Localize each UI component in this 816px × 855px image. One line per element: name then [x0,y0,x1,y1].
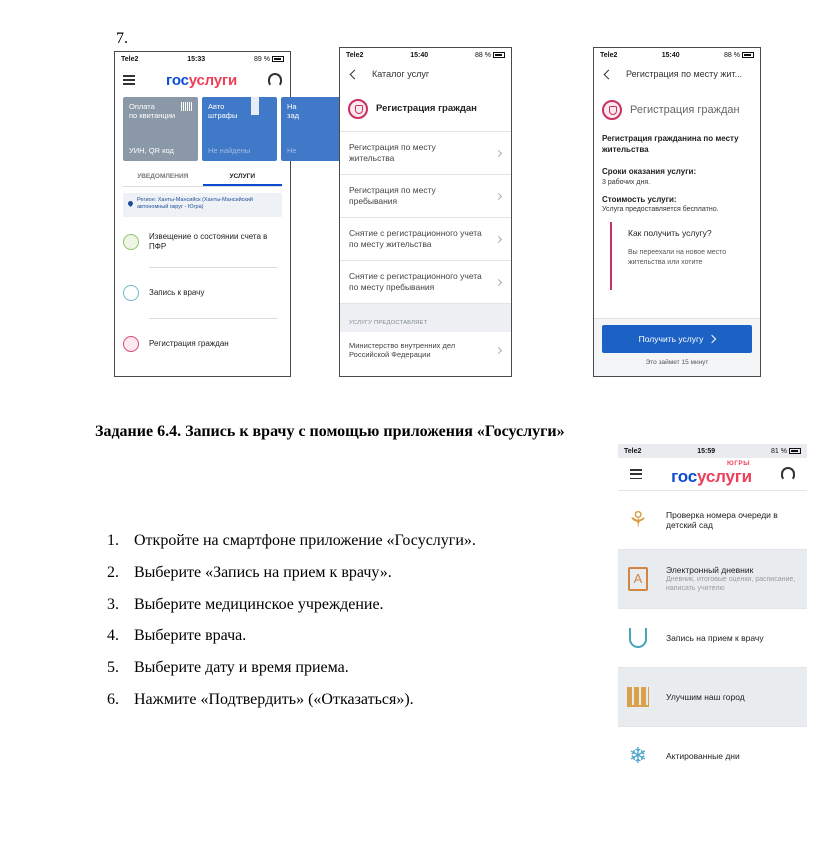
card-subtitle: УИН, QR код [129,146,174,155]
section-header [594,86,760,134]
service-label: Извещение о состоянии счета в ПФР [149,232,268,251]
service-title: Актированные дни [666,750,740,761]
card-title: по квитанции [129,111,176,120]
card-title: зад [287,111,299,120]
service-item-pfr[interactable] [115,217,290,267]
card-subtitle: Не найдены [208,146,251,155]
barcode-icon [181,102,192,111]
pacifier-icon: ⚘ [628,507,648,532]
tab-services[interactable]: УСЛУГИ [203,169,283,186]
service-subtitle: Дневник, итоговые оценки, расписание, написать учителю [666,576,796,593]
catalog-item-label: Снятие с регистрационного учета по месту пребывания [349,271,482,292]
provider-item[interactable] [340,332,511,368]
nav-bar [594,62,760,86]
howto-title: Как получить услугу? [628,228,712,238]
carrier: Tele2 [346,51,364,59]
status-bar [618,444,807,458]
service-item-actdays[interactable] [618,726,807,785]
back-arrow-icon[interactable] [604,69,614,79]
provider-label: Министерство внутренних дел Российской Федерации [349,341,456,359]
battery-level: 89 % [254,55,270,63]
diary-icon: A [618,567,658,591]
battery-icon [493,52,505,58]
step-item: 2. Выберите «Запись на прием к врачу». [107,563,392,581]
service-title: Электронный дневник [666,564,754,575]
battery-icon [789,448,801,454]
support-headset-icon[interactable] [781,467,795,481]
app-header [618,458,807,490]
carrier: Tele2 [121,55,139,63]
gosuslugi-logo: госуслуги [165,71,238,89]
step-item: 1. Откройте на смартфоне приложение «Госуслуги». [107,532,476,549]
back-arrow-icon[interactable] [350,69,360,79]
house-shield-icon [348,99,368,119]
battery-icon [742,52,754,58]
step-number: 7. [116,30,128,47]
battery-level: 81 % [771,447,787,455]
region-label: ЮГРЫ [727,460,751,467]
clock: 15:40 [410,51,429,59]
snowflake-icon: ❄ [628,743,648,768]
catalog-item-label: Регистрация по месту пребывания [349,185,436,206]
service-item-doctor[interactable] [618,608,807,667]
card-title: Авто [208,102,225,111]
step-item: 4. Выберите врача. [107,627,247,645]
provider-section-label: УСЛУГУ ПРЕДОСТАВЛЯЕТ [340,304,511,332]
service-name: Регистрация гражданина по месту жительства [602,134,739,154]
cost-value: Услуга предоставляется бесплатно. [602,206,719,213]
status-bar [594,48,760,62]
status-bar [115,52,290,66]
house-shield-icon [602,100,622,120]
nav-title: Регистрация по месту жит... [626,69,743,79]
region-selector[interactable] [123,193,282,217]
catalog-item[interactable] [340,175,511,218]
document-icon [123,234,139,250]
phone-screenshot-catalog [339,47,512,377]
card-fines[interactable] [202,97,277,161]
terms-label: Сроки оказания услуги: [602,167,697,176]
step-item: 6. Нажмите «Подтвердить» («Отказаться»). [107,690,414,708]
service-item-kindergarten[interactable] [618,490,807,549]
task-title: Задание 6.4. Запись к врачу с помощью приложения «Госуслуги» [95,423,565,440]
get-service-button[interactable] [602,325,752,353]
gosuslugi-logo: госуслуги [671,467,752,486]
chevron-right-icon [495,149,502,156]
card-title: На [287,102,297,111]
app-header [115,66,290,94]
house-shield-icon [123,336,139,352]
phone-screenshot-yugra [618,444,807,781]
battery-icon [272,56,284,62]
chevron-right-icon [495,278,502,285]
menu-icon[interactable] [123,75,135,85]
card-subtitle: Не [287,146,297,155]
carrier: Tele2 [600,51,618,59]
card-payment[interactable] [123,97,198,161]
catalog-item-label: Снятие с регистрационного учета по месту жительства [349,228,482,249]
howto-block [610,222,752,290]
button-label: Получить услугу [638,334,704,344]
catalog-item[interactable] [340,218,511,261]
footer [594,318,760,376]
catalog-item[interactable] [340,132,511,175]
bookmark-icon [251,97,259,115]
step-item: 3. Выберите медицинское учреждение. [107,595,384,613]
nav-title: Каталог услуг [372,69,430,79]
tab-notifications[interactable]: УВЕДОМЛЕНИЯ [137,173,189,180]
catalog-item-label: Регистрация по месту жительства [349,142,436,163]
terms-value: 3 рабочих дня. [602,178,651,186]
service-title: Улучшим наш город [666,691,745,702]
card-title: штрафы [208,111,238,120]
clock: 15:33 [187,55,206,63]
cost-label: Стоимость услуги: [602,194,677,204]
step-item: 5. Выберите дату и время приема. [107,659,349,677]
battery-level: 88 % [724,51,740,59]
chevron-right-icon [495,235,502,242]
section-title: Регистрация граждан [376,103,477,114]
card-title: Оплата [129,102,155,111]
stethoscope-icon [123,285,139,301]
catalog-item[interactable] [340,261,511,304]
steps-list [107,532,476,723]
duration-note: Это займет 15 минут [645,359,709,366]
service-item-doctor[interactable] [115,268,290,318]
chevron-right-icon [495,346,502,353]
section-header [340,86,511,132]
status-bar [340,48,511,62]
city-icon [618,687,658,707]
region-label: Регион: Ханты-Мансийск (Ханты-Мансийский автономный округ - Югра) [137,197,253,210]
nav-bar [340,62,511,86]
stethoscope-icon [618,628,658,648]
clock: 15:40 [661,51,680,59]
howto-text: Вы переехали на новое место жительства или хотите [628,249,727,266]
menu-icon[interactable] [630,469,642,479]
quick-cards [115,97,299,161]
service-title: Проверка номера очереди в детский сад [666,509,778,530]
battery-level: 88 % [475,51,491,59]
location-pin-icon [127,200,134,207]
phone-screenshot-main [114,51,299,377]
clock: 15:59 [697,447,716,455]
service-title: Запись на прием к врачу [666,632,764,643]
support-headset-icon[interactable] [268,73,282,87]
service-item-diary[interactable] [618,549,807,608]
service-label: Регистрация граждан [149,339,229,348]
phone-screenshot-service [593,47,761,377]
tab-bar [123,169,282,187]
chevron-right-icon [708,335,716,343]
service-label: Запись к врачу [149,288,205,297]
section-title: Регистрация граждан [630,104,740,116]
chevron-right-icon [495,192,502,199]
service-item-city[interactable] [618,667,807,726]
service-item-registration[interactable] [115,319,290,369]
carrier: Tele2 [624,447,642,455]
